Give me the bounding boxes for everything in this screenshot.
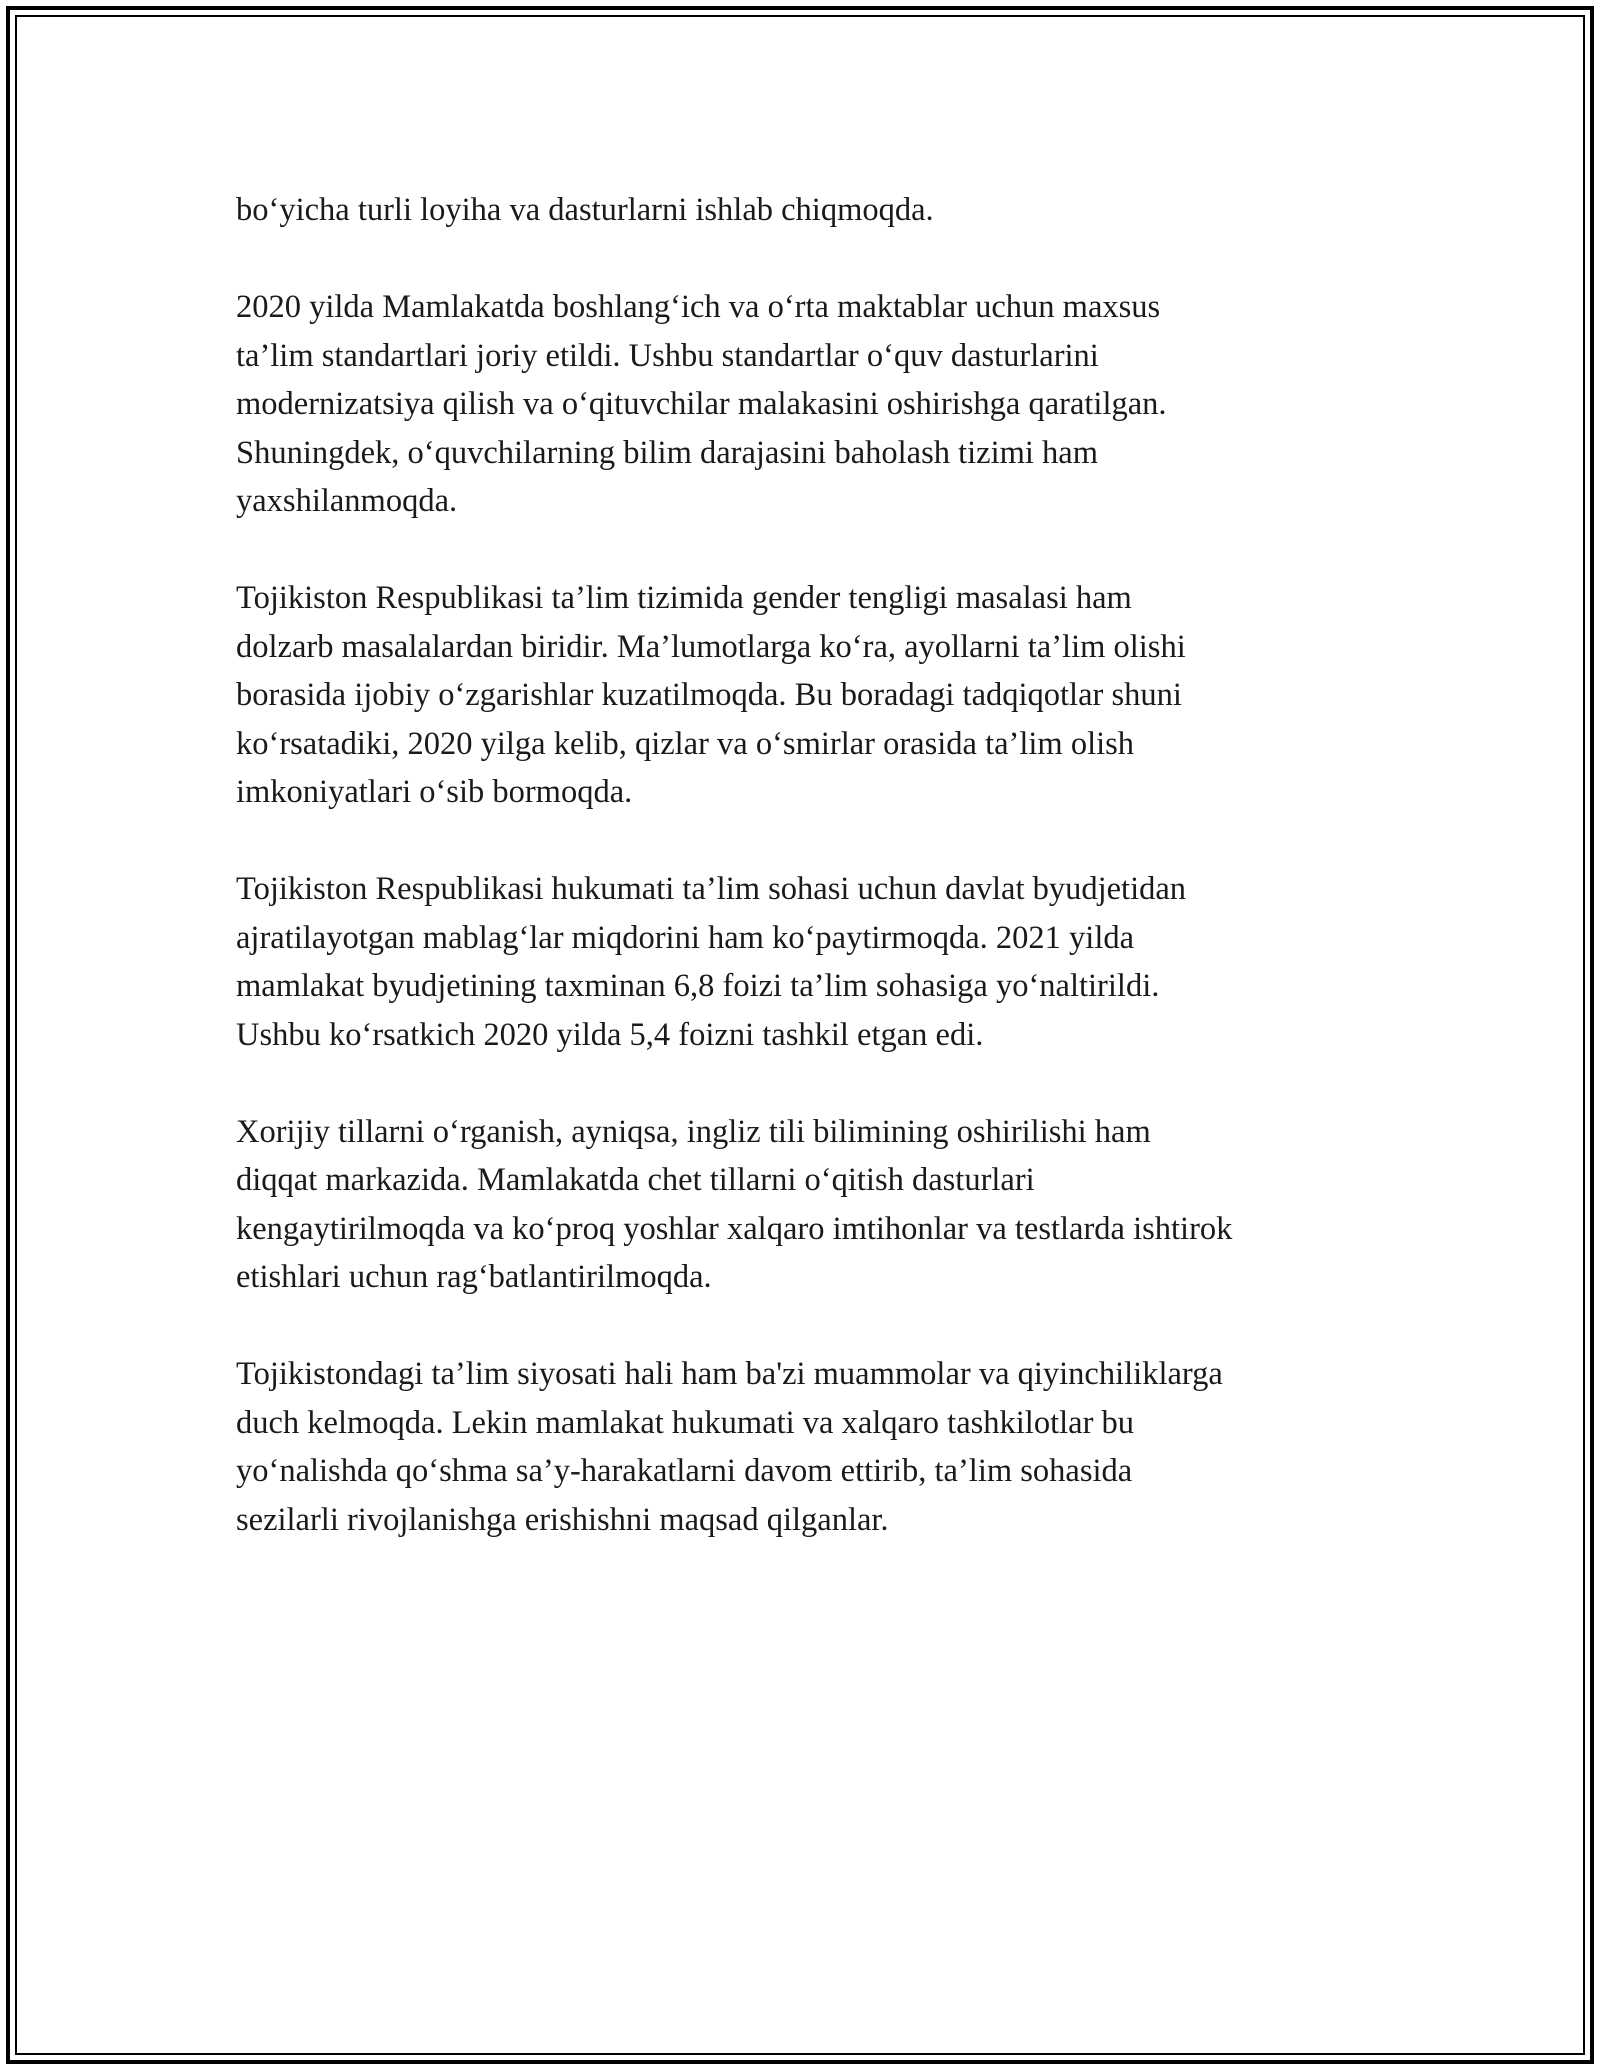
paragraph-1 bbox=[236, 186, 1396, 235]
text-line: Ushbu ko‘rsatkich 2020 yilda 5,4 foizni tashkil etgan edi. bbox=[236, 1016, 984, 1053]
text-line: yaxshilanmoqda. bbox=[236, 483, 458, 519]
document-body bbox=[236, 186, 1396, 1593]
text-line: mamlakat byudjetining taxminan 6,8 foizi ta’lim sohasiga yo‘naltirildi. bbox=[236, 968, 1160, 1004]
text-line: Xorijiy tillarni o‘rganish, ayniqsa, ingliz tili bilimining oshirilishi ham bbox=[236, 1113, 1151, 1150]
paragraph-2 bbox=[236, 283, 1396, 526]
paragraph-3 bbox=[236, 574, 1396, 817]
text-line: kengaytirilmoqda va ko‘proq yoshlar xalqaro imtihonlar va testlarda ishtirok bbox=[236, 1210, 1233, 1247]
text-line: dolzarb masalalardan biridir. Ma’lumotlarga ko‘ra, ayollarni ta’lim olishi bbox=[236, 628, 1186, 665]
paragraph-5 bbox=[236, 1108, 1396, 1302]
text-line: bo‘yicha turli loyiha va dasturlarni ishlab chiqmoqda. bbox=[236, 192, 934, 228]
text-line: ko‘rsatadiki, 2020 yilga kelib, qizlar va o‘smirlar orasida ta’lim olish bbox=[236, 725, 1135, 762]
text-line: yo‘nalishda qo‘shma sa’y-harakatlarni davom ettirib, ta’lim sohasida bbox=[236, 1453, 1133, 1489]
text-line: sezilarli rivojlanishga erishishni maqsad qilganlar. bbox=[236, 1501, 889, 1538]
text-line: modernizatsiya qilish va o‘qituvchilar malakasini oshirishga qaratilgan. bbox=[236, 386, 1167, 422]
paragraph-6 bbox=[236, 1350, 1396, 1544]
text-line: borasida ijobiy o‘zgarishlar kuzatilmoqda. Bu boradagi tadqiqotlar shuni bbox=[236, 677, 1182, 713]
text-line: 2020 yilda Mamlakatda boshlang‘ich va o‘rta maktablar uchun maxsus bbox=[236, 289, 1161, 325]
text-line: etishlari uchun rag‘batlantirilmoqda. bbox=[236, 1259, 712, 1295]
text-line: imkoniyatlari o‘sib bormoqda. bbox=[236, 774, 633, 810]
text-line: diqqat markazida. Mamlakatda chet tillarni o‘qitish dasturlari bbox=[236, 1162, 1035, 1198]
paragraph-4 bbox=[236, 865, 1396, 1059]
text-line: duch kelmoqda. Lekin mamlakat hukumati va xalqaro tashkilotlar bu bbox=[236, 1404, 1135, 1441]
text-line: Shuningdek, o‘quvchilarning bilim darajasini baholash tizimi ham bbox=[236, 434, 1098, 471]
text-line: ajratilayotgan mablag‘lar miqdorini ham ko‘paytirmoqda. 2021 yilda bbox=[236, 919, 1135, 956]
text-line: Tojikistondagi ta’lim siyosati hali ham ba'zi muammolar va qiyinchiliklarga bbox=[236, 1356, 1223, 1392]
text-line: Tojikiston Respublikasi hukumati ta’lim sohasi uchun davlat byudjetidan bbox=[236, 871, 1187, 907]
text-line: Tojikiston Respublikasi ta’lim tizimida gender tengligi masalasi ham bbox=[236, 580, 1132, 616]
text-line: ta’lim standartlari joriy etildi. Ushbu standartlar o‘quv dasturlarini bbox=[236, 337, 1099, 374]
